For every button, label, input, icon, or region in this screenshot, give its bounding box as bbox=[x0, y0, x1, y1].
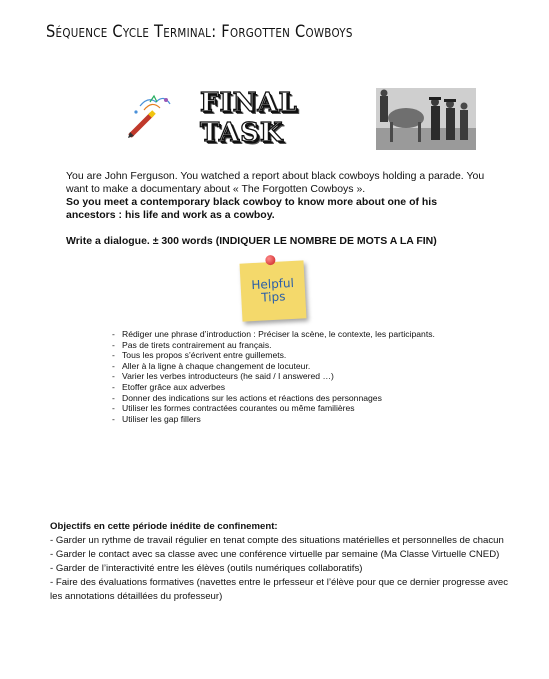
note-line-1: Helpful bbox=[251, 275, 295, 293]
list-item: - Utiliser les formes contractées courantes ou même familières bbox=[112, 403, 435, 414]
objective-item: - Faire des évaluations formatives (navettes entre le prfesseur et l’élève pour que ce dernier progresse avec les annotations détaillées du professeur) bbox=[50, 577, 509, 602]
pencil-icon bbox=[120, 92, 180, 142]
list-item: - Donner des indications sur les actions et réactions des personnages bbox=[112, 393, 435, 404]
helpful-tips-note bbox=[240, 260, 307, 321]
list-item: - Pas de tirets contrairement au français. bbox=[112, 340, 435, 351]
objectives-section bbox=[50, 520, 520, 604]
list-item: - Etoffer grâce aux adverbes bbox=[112, 382, 435, 393]
objective-item: - Garder un rythme de travail régulier en tenat compte des situations matérielles et personnelles de chacun bbox=[50, 535, 504, 546]
list-item: - Varier les verbes introducteurs (he said / I answered …) bbox=[112, 371, 435, 382]
note-line-2: Tips bbox=[260, 289, 286, 305]
task-instruction: Write a dialogue. ± 300 words (INDIQUER LE NOMBRE DE MOTS A LA FIN) bbox=[66, 235, 437, 247]
final-task-banner: FINAL TASK bbox=[200, 88, 298, 148]
objectives-heading: Objectifs en cette période inédite de confinement: bbox=[50, 521, 278, 532]
intro-line-2: So you meet a contemporary black cowboy to know more about one of his ancestors : his life and work as a cowboy. bbox=[66, 196, 438, 221]
intro-line-1: You are John Ferguson. You watched a report about black cowboys holding a parade. You want to make a documentary about « The Forgotten Cowboys ». bbox=[66, 170, 485, 195]
page-title: Séquence Cycle Terminal: Forgotten Cowboys bbox=[46, 22, 353, 42]
objective-item: - Garder le contact avec sa classe avec une conférence virtuelle par semaine (Ma Classe Virtuelle CNED) bbox=[50, 549, 500, 560]
tips-list bbox=[112, 329, 435, 424]
pushpin-icon bbox=[265, 255, 276, 266]
objective-item: - Garder de l’interactivité entre les élèves (outils numériques collaboratifs) bbox=[50, 563, 363, 574]
list-item: - Tous les propos s’écrivent entre guillemets. bbox=[112, 350, 435, 361]
cowboys-photo bbox=[376, 88, 476, 150]
list-item: - Aller à la ligne à chaque changement de locuteur. bbox=[112, 361, 435, 372]
intro-text bbox=[66, 170, 486, 222]
list-item: - Rédiger une phrase d’introduction : Préciser la scène, le contexte, les participants. bbox=[112, 329, 435, 340]
list-item: - Utiliser les gap fillers bbox=[112, 414, 435, 425]
